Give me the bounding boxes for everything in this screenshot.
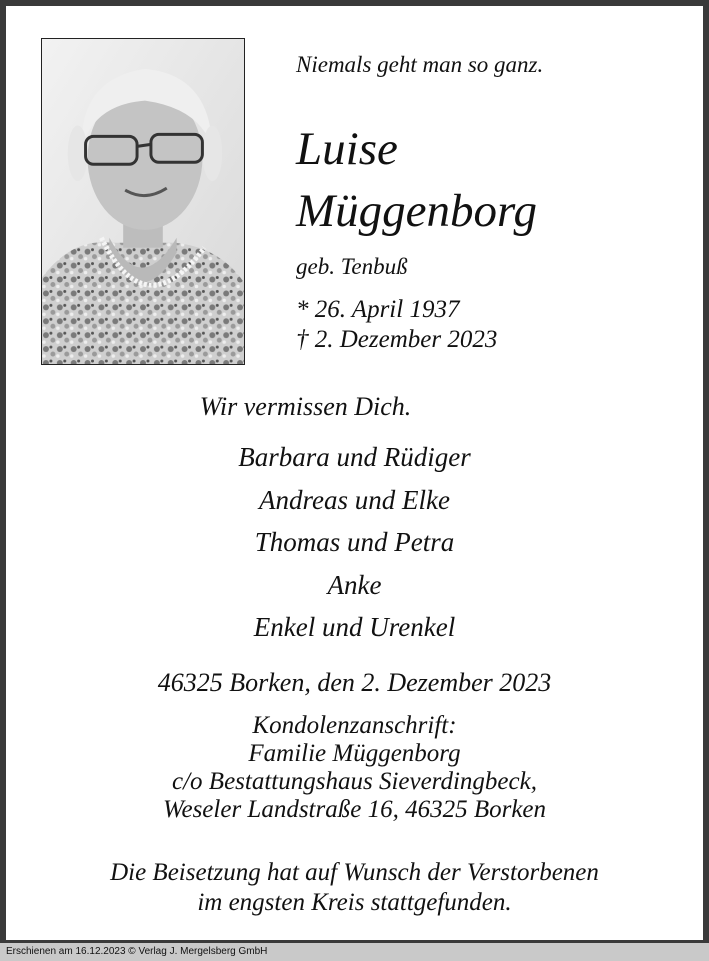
burial-line: Die Beisetzung hat auf Wunsch der Verstorbenen — [110, 859, 599, 886]
birth-date: * 26. April 1937 — [296, 296, 460, 323]
address-line: Weseler Landstraße 16, 46325 Borken — [162, 796, 547, 823]
first-name: Luise — [296, 123, 398, 175]
obituary-card — [6, 6, 703, 940]
mourner-line: Anke — [327, 569, 382, 600]
mourner-line: Andreas und Elke — [259, 484, 450, 515]
maiden-name: geb. Tenbuß — [296, 254, 408, 279]
farewell-line: Wir vermissen Dich. — [199, 392, 412, 421]
mourner-line: Thomas und Petra — [254, 527, 455, 557]
address-line: Familie Müggenborg — [248, 740, 461, 767]
place-date: 46325 Borken, den 2. Dezember 2023 — [157, 668, 552, 697]
portrait-photo — [41, 38, 245, 365]
burial-note — [6, 858, 703, 918]
condolence-address — [6, 712, 703, 824]
mourner-line: Enkel und Urenkel — [253, 612, 456, 642]
death-date: † 2. Dezember 2023 — [296, 326, 498, 353]
address-line: Kondolenzanschrift: — [252, 712, 457, 739]
last-name: Müggenborg — [296, 185, 538, 237]
mourners-list — [6, 436, 703, 649]
mourner-line: Barbara und Rüdiger — [238, 442, 471, 472]
publication-credit: Erschienen am 16.12.2023 © Verlag J. Mergelsberg GmbH — [6, 946, 268, 957]
publication-footer — [0, 943, 709, 961]
life-dates — [296, 295, 497, 355]
burial-line: im engsten Kreis stattgefunden. — [197, 889, 512, 916]
motto: Niemals geht man so ganz. — [296, 52, 544, 77]
address-line: c/o Bestattungshaus Sieverdingbeck, — [172, 768, 537, 795]
